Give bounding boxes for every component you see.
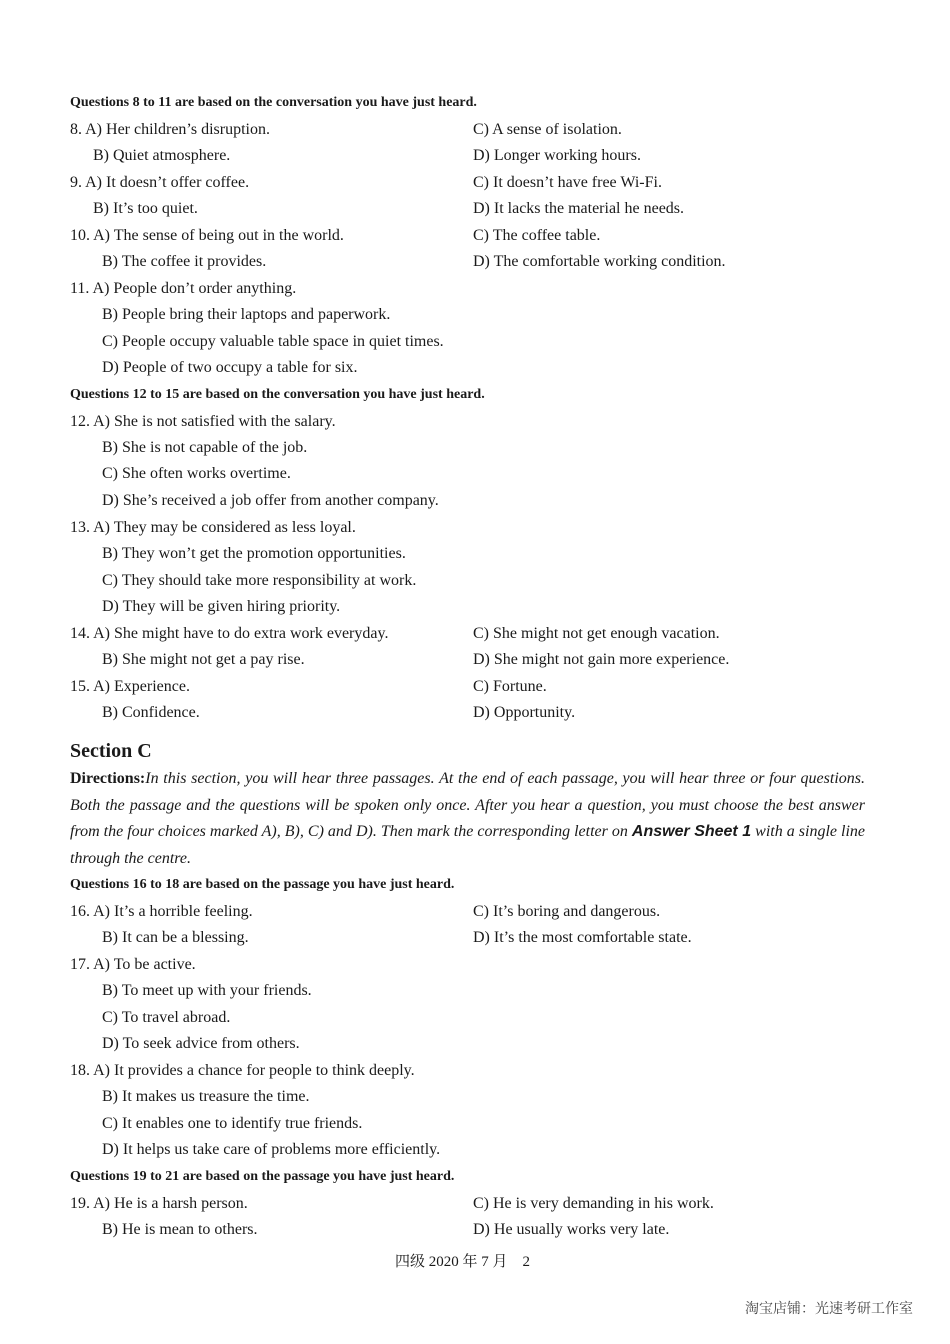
option-c: C) It’s boring and dangerous. — [473, 903, 661, 920]
option-d: D) People of two occupy a table for six. — [102, 359, 358, 376]
question-number: 13. — [70, 519, 90, 536]
question-19 — [70, 1194, 248, 1214]
option-d: D) The comfortable working condition. — [473, 253, 726, 270]
group-header: Questions 8 to 11 are based on the conversation you have just heard. — [70, 95, 477, 110]
group-header: Questions 19 to 21 are based on the passage you have just heard. — [70, 1169, 455, 1184]
option-c: C) They should take more responsibility at work. — [102, 572, 417, 589]
option-a: A) It provides a chance for people to think deeply. — [93, 1062, 415, 1079]
watermark: 淘宝店铺：光速考研工作室 — [745, 1301, 913, 1317]
option-b: B) He is mean to others. — [102, 1221, 258, 1238]
option-c: C) She often works overtime. — [102, 465, 291, 482]
option-b: B) To meet up with your friends. — [102, 982, 312, 999]
question-number: 12. — [70, 413, 90, 430]
question-12 — [70, 412, 336, 432]
option-c: C) It doesn’t have free Wi-Fi. — [473, 174, 662, 191]
question-number: 8. — [70, 121, 82, 138]
option-b: B) The coffee it provides. — [102, 253, 267, 270]
option-c: C) Fortune. — [473, 678, 547, 695]
option-d: D) It helps us take care of problems more efficiently. — [102, 1141, 441, 1158]
question-16 — [70, 902, 253, 922]
option-d: D) He usually works very late. — [473, 1221, 670, 1238]
option-a: A) People don’t order anything. — [92, 280, 297, 297]
option-b: B) Confidence. — [102, 704, 200, 721]
option-c: C) She might not get enough vacation. — [473, 625, 720, 642]
question-9 — [70, 173, 249, 193]
question-number: 19. — [70, 1195, 90, 1212]
option-a: A) Experience. — [93, 678, 190, 695]
question-number: 16. — [70, 903, 90, 920]
option-c: C) It enables one to identify true friends. — [102, 1115, 363, 1132]
question-number: 9. — [70, 174, 82, 191]
option-d: D) Longer working hours. — [473, 147, 641, 164]
option-c: C) To travel abroad. — [102, 1009, 231, 1026]
option-b: B) She is not capable of the job. — [102, 439, 308, 456]
question-10 — [70, 226, 344, 246]
section-title: Section C — [70, 740, 152, 762]
option-b: B) Quiet atmosphere. — [93, 147, 231, 164]
directions-text: In this section, you will hear three passages. At the end of each passage, you will hear three or four questions. Both the passage and the questions will be spoken only once. After you hear a question, you must choose the best answer from the four choices marked A), B), C) and D). Then mark the corresponding letter on — [70, 770, 865, 840]
question-number: 14. — [70, 625, 90, 642]
option-d: D) They will be given hiring priority. — [102, 598, 341, 615]
option-b: B) It’s too quiet. — [93, 200, 198, 217]
option-d: D) It lacks the material he needs. — [473, 200, 685, 217]
option-b: B) They won’t get the promotion opportunities. — [102, 545, 406, 562]
answer-sheet-label: Answer Sheet 1 — [631, 823, 752, 840]
option-b: B) It can be a blessing. — [102, 929, 249, 946]
option-a: A) She is not satisfied with the salary. — [93, 413, 336, 430]
question-15 — [70, 677, 190, 697]
section-directions — [70, 766, 865, 872]
option-a: A) The sense of being out in the world. — [93, 227, 344, 244]
directions-label: Directions: — [70, 770, 146, 787]
option-d: D) She’s received a job offer from another company. — [102, 492, 439, 509]
question-number: 10. — [70, 227, 90, 244]
option-b: B) It makes us treasure the time. — [102, 1088, 310, 1105]
option-a: A) It doesn’t offer coffee. — [85, 174, 250, 191]
option-d: D) She might not gain more experience. — [473, 651, 730, 668]
option-c: C) People occupy valuable table space in quiet times. — [102, 333, 444, 350]
question-number: 15. — [70, 678, 90, 695]
option-d: D) Opportunity. — [473, 704, 576, 721]
option-b: B) She might not get a pay rise. — [102, 651, 305, 668]
question-number: 17. — [70, 956, 90, 973]
option-b: B) People bring their laptops and paperwork. — [102, 306, 391, 323]
directions-tail: with a single line through the centre. — [70, 823, 865, 867]
question-number: 18. — [70, 1062, 90, 1079]
question-number: 11. — [70, 280, 90, 297]
option-a: A) It’s a horrible feeling. — [93, 903, 253, 920]
option-a: A) She might have to do extra work everyday. — [93, 625, 389, 642]
option-c: C) A sense of isolation. — [473, 121, 622, 138]
option-a: A) They may be considered as less loyal. — [93, 519, 356, 536]
page-footer: 四级 2020 年 7 月 2 — [395, 1254, 531, 1270]
question-11 — [70, 279, 296, 299]
question-17 — [70, 955, 196, 975]
question-13 — [70, 518, 356, 538]
option-c: C) The coffee table. — [473, 227, 601, 244]
question-14 — [70, 624, 388, 644]
option-a: A) To be active. — [93, 956, 196, 973]
question-18 — [70, 1061, 415, 1081]
option-d: D) It’s the most comfortable state. — [473, 929, 692, 946]
option-d: D) To seek advice from others. — [102, 1035, 300, 1052]
group-header: Questions 12 to 15 are based on the conversation you have just heard. — [70, 387, 485, 402]
option-a: A) Her children’s disruption. — [85, 121, 270, 138]
question-8 — [70, 120, 270, 140]
option-a: A) He is a harsh person. — [93, 1195, 248, 1212]
group-header: Questions 16 to 18 are based on the passage you have just heard. — [70, 877, 455, 892]
option-c: C) He is very demanding in his work. — [473, 1195, 714, 1212]
